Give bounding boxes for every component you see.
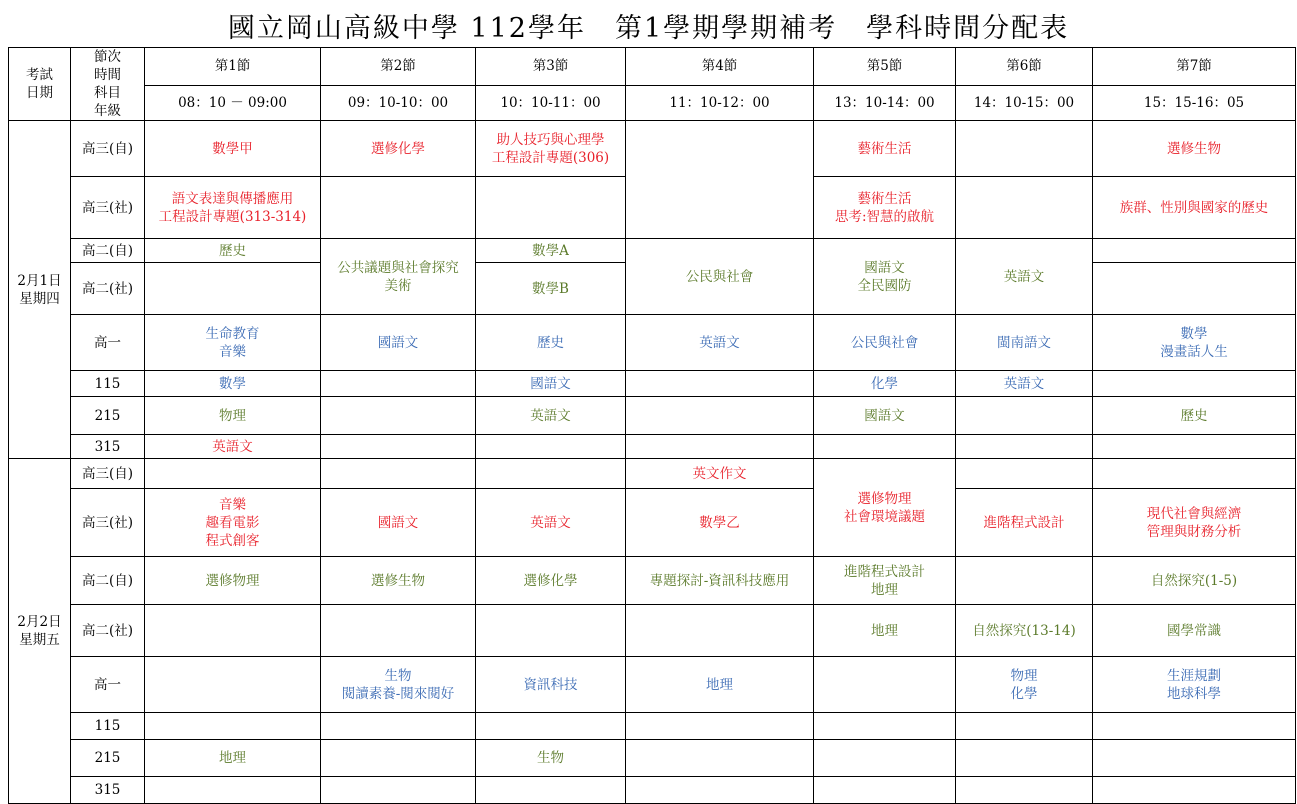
exam-cell: 歷史 xyxy=(1093,397,1296,435)
exam-cell xyxy=(321,713,476,740)
exam-cell xyxy=(814,657,956,713)
exam-cell: 數學B xyxy=(476,263,626,315)
exam-cell: 生涯規劃 地球科學 xyxy=(1093,657,1296,713)
exam-cell xyxy=(626,740,814,777)
exam-cell: 選修物理 xyxy=(145,557,321,605)
exam-cell xyxy=(1093,263,1296,315)
exam-cell xyxy=(956,435,1093,459)
exam-cell: 數學A xyxy=(476,239,626,263)
exam-cell xyxy=(956,121,1093,177)
time-5: 13：10-14：00 xyxy=(814,85,956,120)
exam-cell xyxy=(145,713,321,740)
grade-label: 115 xyxy=(71,371,145,397)
exam-cell: 藝術生活 xyxy=(814,121,956,177)
exam-cell xyxy=(956,397,1093,435)
exam-cell xyxy=(814,740,956,777)
grade-label: 高三(自) xyxy=(71,121,145,177)
exam-cell xyxy=(956,459,1093,489)
exam-cell: 英語文 xyxy=(145,435,321,459)
exam-cell: 進階程式設計 xyxy=(956,489,1093,557)
grade-label: 315 xyxy=(71,777,145,804)
page-title: 國立岡山高級中學 112學年 第1學期學期補考 學科時間分配表 xyxy=(227,13,1070,44)
exam-cell: 助人技巧與心理學 工程設計專題(306) xyxy=(476,121,626,177)
exam-cell: 選修化學 xyxy=(476,557,626,605)
table-row xyxy=(9,121,1296,177)
table-row xyxy=(9,489,1296,557)
exam-cell: 地理 xyxy=(626,657,814,713)
exam-cell: 選修物理 社會環境議題 xyxy=(814,459,956,557)
time-7: 15：15-16：05 xyxy=(1093,85,1296,120)
exam-cell xyxy=(1093,459,1296,489)
exam-cell xyxy=(321,177,476,239)
period-7: 第7節 xyxy=(1093,48,1296,86)
table-row xyxy=(9,740,1296,777)
grade-label: 高三(社) xyxy=(71,489,145,557)
header-exam-date: 考試 日期 xyxy=(9,48,71,121)
exam-cell: 地理 xyxy=(814,605,956,657)
table-row xyxy=(9,777,1296,804)
exam-cell: 選修生物 xyxy=(321,557,476,605)
exam-cell: 數學甲 xyxy=(145,121,321,177)
exam-cell: 國語文 全民國防 xyxy=(814,239,956,315)
exam-cell xyxy=(321,740,476,777)
exam-cell: 歷史 xyxy=(476,315,626,371)
grade-label: 高二(社) xyxy=(71,605,145,657)
time-1: 08：10 － 09:00 xyxy=(145,85,321,120)
exam-cell xyxy=(956,177,1093,239)
exam-cell: 選修生物 xyxy=(1093,121,1296,177)
exam-cell xyxy=(1093,239,1296,263)
schedule-table xyxy=(8,47,1296,804)
exam-cell xyxy=(476,777,626,804)
exam-cell xyxy=(476,177,626,239)
exam-cell: 藝術生活 思考:智慧的啟航 xyxy=(814,177,956,239)
exam-cell: 國語文 xyxy=(321,489,476,557)
exam-cell xyxy=(626,605,814,657)
exam-cell: 自然探究(13-14) xyxy=(956,605,1093,657)
exam-cell xyxy=(145,605,321,657)
exam-cell: 國語文 xyxy=(814,397,956,435)
exam-cell xyxy=(1093,371,1296,397)
day1-date: 2月1日 星期四 xyxy=(9,121,71,459)
exam-cell: 語文表達與傳播應用 工程設計專題(313-314) xyxy=(145,177,321,239)
table-row xyxy=(9,459,1296,489)
grade-label: 215 xyxy=(71,740,145,777)
exam-cell: 物理 xyxy=(145,397,321,435)
exam-cell xyxy=(321,459,476,489)
header-row-periods xyxy=(9,48,1296,86)
exam-cell xyxy=(476,435,626,459)
exam-cell: 國語文 xyxy=(476,371,626,397)
exam-cell: 英語文 xyxy=(956,239,1093,315)
table-row xyxy=(9,435,1296,459)
exam-cell xyxy=(145,777,321,804)
time-3: 10：10-11：00 xyxy=(476,85,626,120)
table-row xyxy=(9,315,1296,371)
exam-cell: 公共議題與社會探究 美術 xyxy=(321,239,476,315)
grade-label: 315 xyxy=(71,435,145,459)
exam-cell xyxy=(956,777,1093,804)
exam-cell xyxy=(626,435,814,459)
grade-label: 高三(自) xyxy=(71,459,145,489)
exam-cell: 自然探究(1-5) xyxy=(1093,557,1296,605)
time-4: 11：10-12：00 xyxy=(626,85,814,120)
exam-cell xyxy=(321,371,476,397)
exam-cell xyxy=(321,605,476,657)
exam-cell: 數學乙 xyxy=(626,489,814,557)
exam-cell: 閩南語文 xyxy=(956,315,1093,371)
exam-cell xyxy=(956,740,1093,777)
period-5: 第5節 xyxy=(814,48,956,86)
exam-cell: 生命教育 音樂 xyxy=(145,315,321,371)
exam-cell: 英文作文 xyxy=(626,459,814,489)
period-4: 第4節 xyxy=(626,48,814,86)
table-row xyxy=(9,239,1296,263)
exam-cell xyxy=(1093,435,1296,459)
exam-cell xyxy=(814,777,956,804)
grade-label: 215 xyxy=(71,397,145,435)
header-corner: 節次 時間 科目 年級 xyxy=(71,48,145,121)
exam-cell xyxy=(626,713,814,740)
exam-cell xyxy=(145,459,321,489)
period-6: 第6節 xyxy=(956,48,1093,86)
exam-cell: 生物 閱讀素養-閱來閱好 xyxy=(321,657,476,713)
period-1: 第1節 xyxy=(145,48,321,86)
grade-label: 115 xyxy=(71,713,145,740)
exam-cell xyxy=(476,605,626,657)
grade-label: 高二(自) xyxy=(71,239,145,263)
exam-cell xyxy=(321,777,476,804)
exam-cell xyxy=(476,459,626,489)
grade-label: 高三(社) xyxy=(71,177,145,239)
exam-cell xyxy=(1093,713,1296,740)
header-row-times xyxy=(9,85,1296,120)
table-row xyxy=(9,657,1296,713)
exam-cell: 英語文 xyxy=(476,397,626,435)
table-row xyxy=(9,371,1296,397)
exam-cell xyxy=(145,263,321,315)
exam-cell xyxy=(321,397,476,435)
exam-cell: 音樂 趣看電影 程式創客 xyxy=(145,489,321,557)
exam-cell xyxy=(321,435,476,459)
exam-cell xyxy=(626,371,814,397)
day2-date: 2月2日 星期五 xyxy=(9,459,71,804)
exam-cell: 族群、性別與國家的歷史 xyxy=(1093,177,1296,239)
exam-cell: 歷史 xyxy=(145,239,321,263)
exam-cell xyxy=(145,657,321,713)
grade-label: 高一 xyxy=(71,657,145,713)
exam-cell: 英語文 xyxy=(476,489,626,557)
time-2: 09：10-10：00 xyxy=(321,85,476,120)
exam-cell: 英語文 xyxy=(956,371,1093,397)
exam-cell: 資訊科技 xyxy=(476,657,626,713)
exam-cell xyxy=(1093,740,1296,777)
exam-cell xyxy=(956,713,1093,740)
exam-cell: 國學常識 xyxy=(1093,605,1296,657)
grade-label: 高二(自) xyxy=(71,557,145,605)
table-row xyxy=(9,397,1296,435)
exam-cell: 數學 漫畫話人生 xyxy=(1093,315,1296,371)
exam-cell: 英語文 xyxy=(626,315,814,371)
table-row xyxy=(9,557,1296,605)
exam-cell: 生物 xyxy=(476,740,626,777)
table-row xyxy=(9,713,1296,740)
period-2: 第2節 xyxy=(321,48,476,86)
table-row xyxy=(9,605,1296,657)
grade-label: 高一 xyxy=(71,315,145,371)
period-3: 第3節 xyxy=(476,48,626,86)
grade-label: 高二(社) xyxy=(71,263,145,315)
exam-cell xyxy=(626,121,814,239)
exam-cell xyxy=(626,397,814,435)
exam-cell: 物理 化學 xyxy=(956,657,1093,713)
exam-cell: 專題探討-資訊科技應用 xyxy=(626,557,814,605)
exam-cell: 公民與社會 xyxy=(814,315,956,371)
exam-cell: 國語文 xyxy=(321,315,476,371)
exam-cell xyxy=(626,777,814,804)
exam-cell xyxy=(956,557,1093,605)
exam-cell xyxy=(814,713,956,740)
exam-cell: 地理 xyxy=(145,740,321,777)
exam-cell xyxy=(1093,777,1296,804)
exam-cell xyxy=(476,713,626,740)
exam-cell: 公民與社會 xyxy=(626,239,814,315)
exam-cell: 化學 xyxy=(814,371,956,397)
exam-cell: 數學 xyxy=(145,371,321,397)
exam-cell: 進階程式設計 地理 xyxy=(814,557,956,605)
time-6: 14：10-15：00 xyxy=(956,85,1093,120)
exam-cell xyxy=(814,435,956,459)
exam-cell: 選修化學 xyxy=(321,121,476,177)
exam-cell: 現代社會與經濟 管理與財務分析 xyxy=(1093,489,1296,557)
